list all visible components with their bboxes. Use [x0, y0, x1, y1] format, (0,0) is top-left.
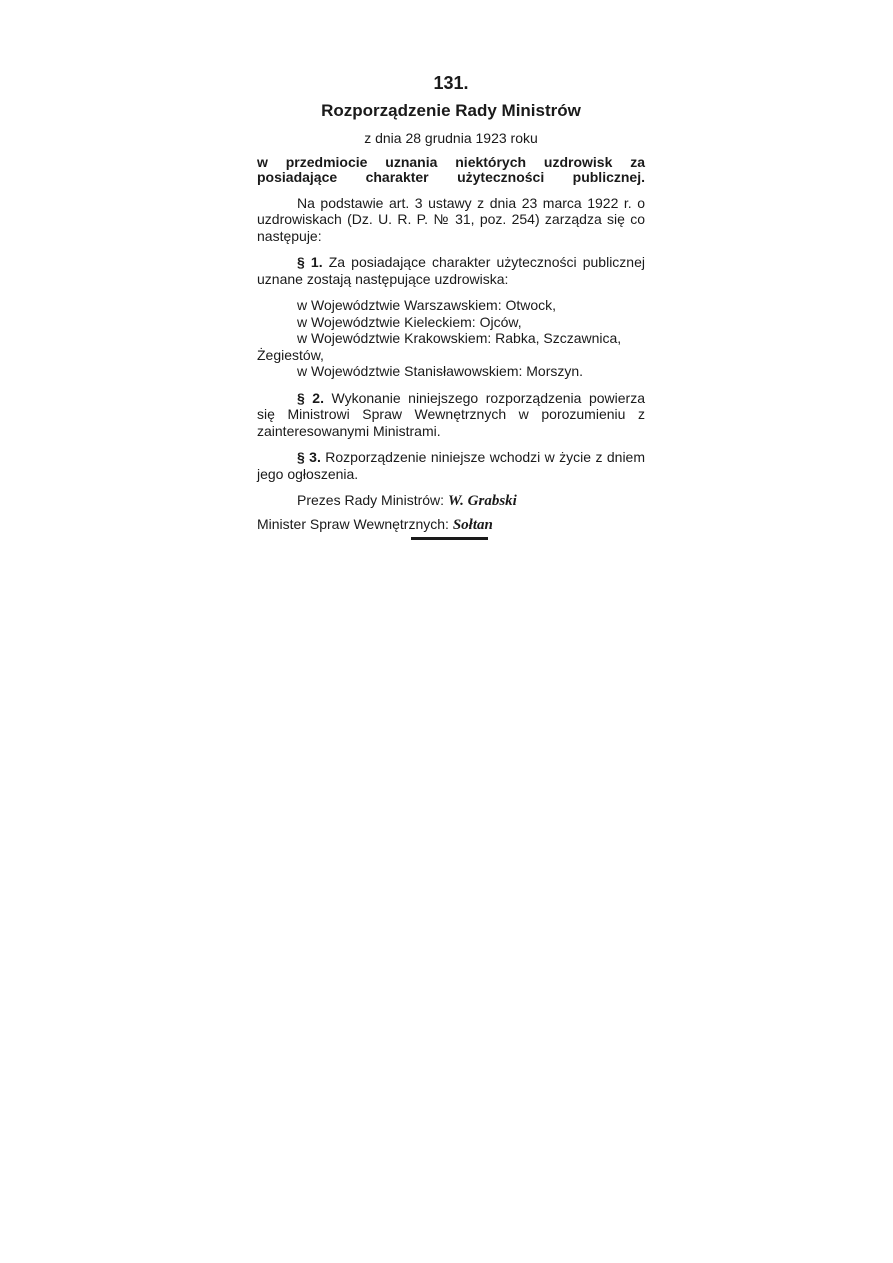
- section-2: [257, 390, 645, 440]
- list-item: w Województwie Krakowskiem: Rabka, Szczawnica, Żegiestów,: [257, 330, 622, 363]
- closing-rule: [411, 537, 488, 540]
- section-1-text: Za posiadające charakter użyteczności publicznej uznane zostają następujące uzdrowiska:: [257, 254, 645, 287]
- signature-interior-minister: [257, 516, 645, 534]
- section-1-mark: § 1.: [297, 254, 323, 270]
- list-item: w Województwie Stanisławowskiem: Morszyn.: [297, 363, 584, 379]
- section-3: [257, 449, 645, 482]
- document-number: 131.: [433, 73, 469, 93]
- document-body: [257, 72, 645, 539]
- document-title: Rozporządzenie Rady Ministrów: [321, 101, 581, 120]
- spa-list: [257, 297, 645, 380]
- signature-prime-minister: [257, 492, 645, 510]
- section-3-text: Rozporządzenie niniejsze wchodzi w życie z dniem jego ogłoszenia.: [257, 449, 646, 482]
- signature-name: Sołtan: [452, 516, 493, 533]
- signature-role: Prezes Rady Ministrów:: [297, 492, 445, 508]
- section-1: [257, 254, 645, 287]
- section-2-text: Wykonanie niniejszego rozporządzenia powierza się Ministrowi Spraw Wewnętrznych w porozumieniu z zainteresowanymi Ministrami.: [257, 389, 645, 439]
- preamble: Na podstawie art. 3 ustawy z dnia 23 marca 1922 r. o uzdrowiskach (Dz. U. R. P. № 31, poz. 254) zarządza się co następuje:: [257, 194, 645, 244]
- section-3-mark: § 3.: [297, 449, 321, 465]
- signature-role: Minister Spraw Wewnętrznych:: [257, 515, 449, 532]
- document-date: z dnia 28 grudnia 1923 roku: [364, 130, 538, 146]
- signature-name: W. Grabski: [447, 493, 517, 509]
- list-item: w Województwie Kieleckiem: Ojców,: [297, 313, 522, 330]
- document-subject: [257, 155, 645, 185]
- section-2-mark: § 2.: [297, 389, 324, 406]
- subject-line: w przedmiocie uznania niektórych uzdrowisk za: [257, 153, 645, 170]
- subject-line: posiadające charakter użyteczności publicznej.: [257, 168, 645, 185]
- list-item: w Województwie Warszawskiem: Otwock,: [297, 297, 557, 313]
